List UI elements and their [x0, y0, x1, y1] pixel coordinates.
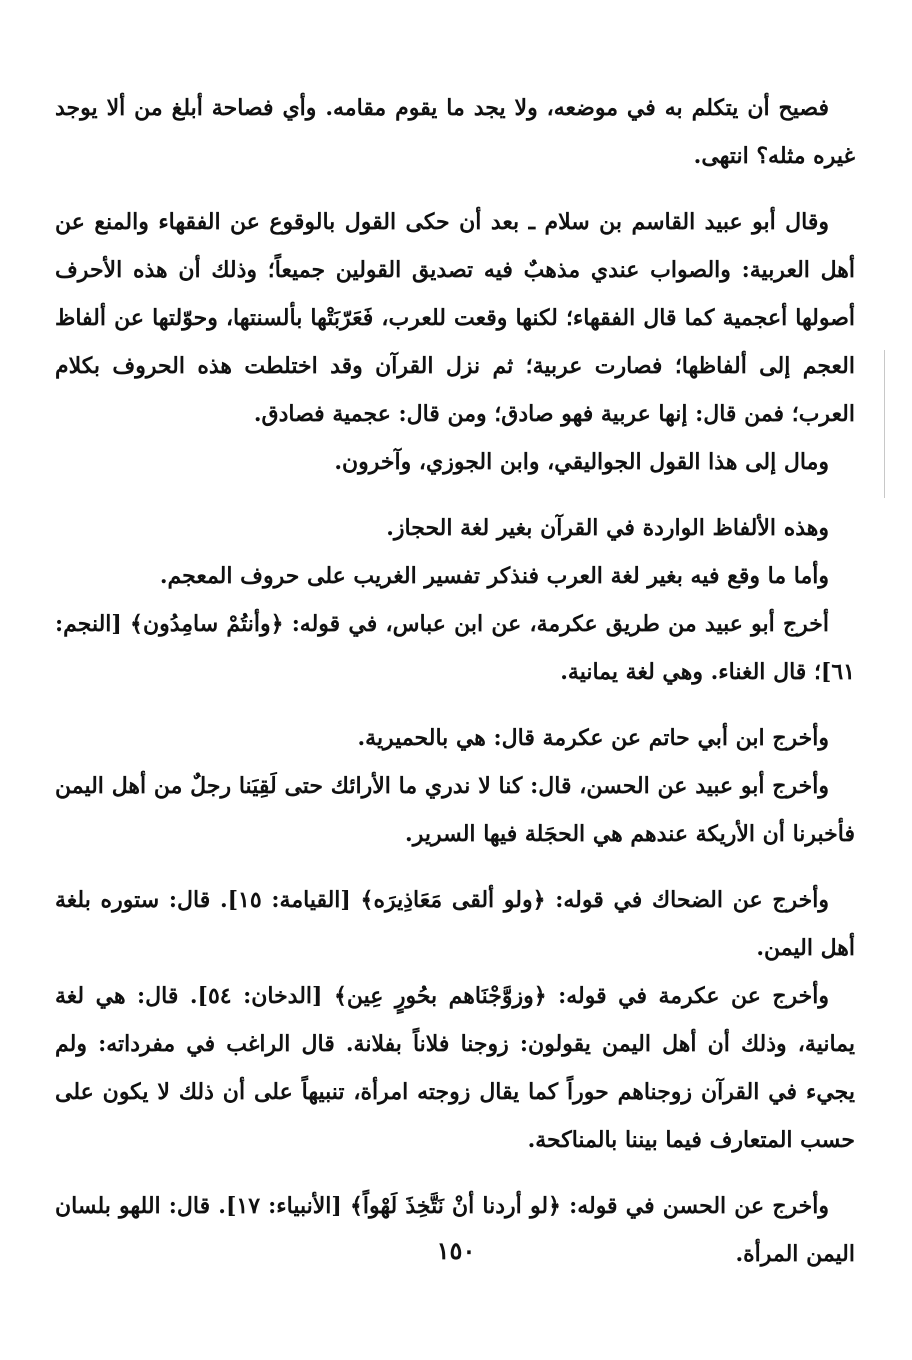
- paragraph-10: وأخرج عن عكرمة في قوله: ﴿وزوَّجْنَاهم بحُورٍ عِين﴾ [الدخان: ٥٤]. قال: هي لغة يمانية، وذلك أن أهل اليمن يقولون: زوجنا فلاناً بفلانة. قال الراغب في مفرداته: ولم يجيء في القرآن زوجناهم حوراً كما يقال زوجته امرأة، تنبيهاً على أن ذلك لا يكون على حسب المتعارف فيما بيننا بالمناكحة.: [55, 983, 855, 1153]
- page-number: ١٥٠: [436, 1236, 476, 1265]
- paragraph-9: وأخرج عن الضحاك في قوله: ﴿ولو ألقى مَعَاذِيرَه﴾ [القيامة: ١٥]. قال: ستوره بلغة أهل اليمن.: [55, 887, 855, 961]
- paragraph-5: وأما ما وقع فيه بغير لغة العرب فنذكر تفسير الغريب على حروف المعجم.: [159, 563, 829, 589]
- paragraph-1: فصيح أن يتكلم به في موضعه، ولا يجد ما يقوم مقامه. وأي فصاحة أبلغ من ألا يوجد غيره مثله؟ انتهى.: [55, 95, 855, 169]
- paragraph-2: وقال أبو عبيد القاسم بن سلام ـ بعد أن حكى القول بالوقوع عن الفقهاء والمنع عن أهل العربية: والصواب عندي مذهبٌ فيه تصديق القولين جميعاً؛ وذلك أن هذه الأحرف أصولها أعجمية كما قال الفقهاء؛ لكنها وقعت للعرب، فَعَرّبَتْها بألسنتها، وحوّلتها عن ألفاظ العجم إلى ألفاظها؛ فصارت عربية؛ ثم نزل القرآن وقد اختلطت هذه الحروف بكلام العرب؛ فمن قال: إنها عربية فهو صادق؛ ومن قال: عجمية فصادق.: [55, 209, 855, 427]
- paragraph-6: أخرج أبو عبيد من طريق عكرمة، عن ابن عباس، في قوله: ﴿وأنتُمْ سامِدُون﴾ [النجم: ٦١]؛ قال الغناء. وهي لغة يمانية.: [55, 611, 855, 685]
- margin-rule: [884, 350, 885, 498]
- paragraph-4: وهذه الألفاظ الواردة في القرآن بغير لغة الحجاز.: [386, 515, 829, 541]
- paragraph-8: وأخرج أبو عبيد عن الحسن، قال: كنا لا ندري ما الأرائك حتى لَقِيَنا رجلٌ من أهل اليمن فأخبرنا أن الأريكة عندهم هي الحجَلة فيها السرير.: [55, 773, 855, 847]
- paragraph-7: وأخرج ابن أبي حاتم عن عكرمة قال: هي بالحميرية.: [357, 725, 829, 751]
- paragraph-11: وأخرج عن الحسن في قوله: ﴿لو أردنا أنْ نَتَّخِذَ لَهْواً﴾ [الأنبياء: ١٧]. قال: اللهو بلسان اليمن المرأة.: [55, 1193, 855, 1267]
- paragraph-3: ومال إلى هذا القول الجواليقي، وابن الجوزي، وآخرون.: [334, 449, 829, 475]
- body-text: [55, 84, 855, 1278]
